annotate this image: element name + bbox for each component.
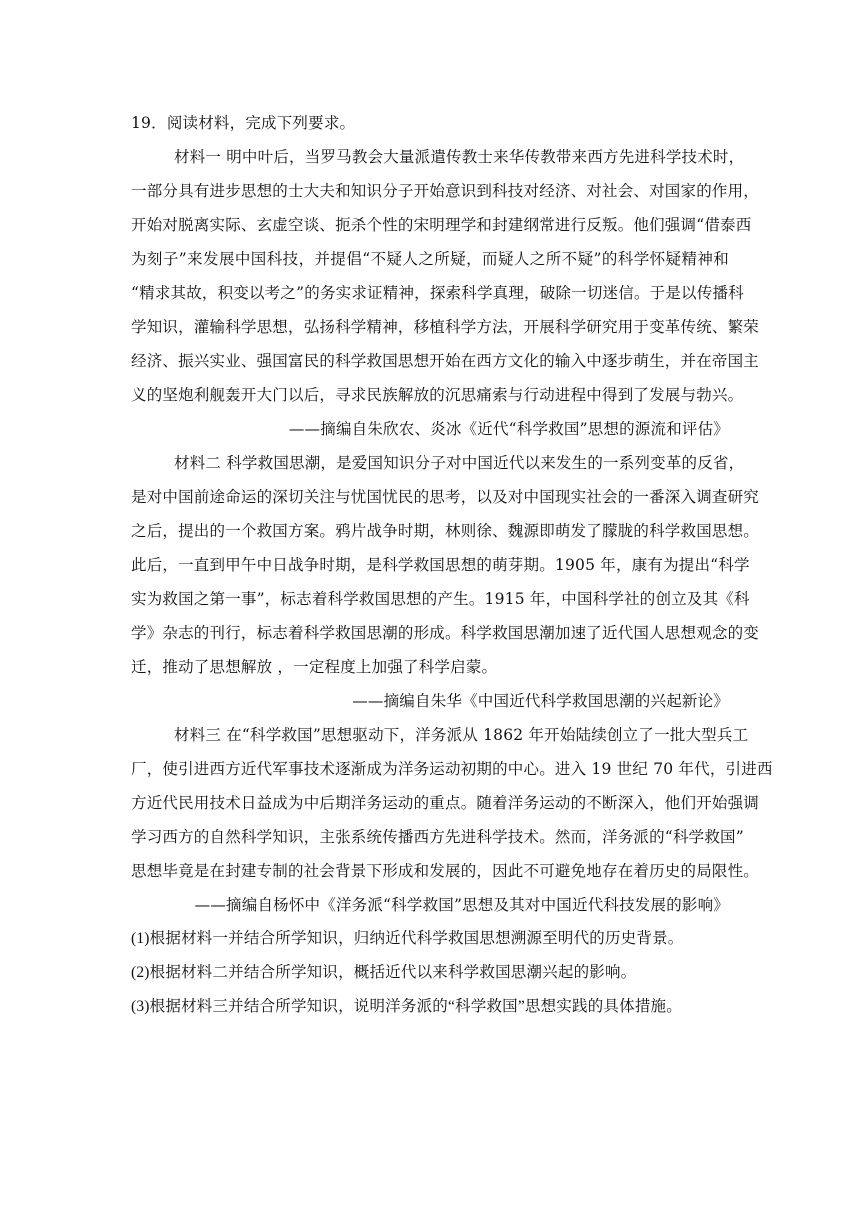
material2-line: 学》杂志的刊行，标志着科学救国思潮的形成。科学救国思潮加速了近代国人思想观念的变 <box>131 624 760 642</box>
subquestion-2: (2)根据材料二并结合所学知识，概括近代以来科学救国思潮兴起的影响。 <box>131 964 637 981</box>
material1-line: 为刻子”来发展中国科技，并提倡“不疑人之所疑，而疑人之所不疑”的科学怀疑精神和 <box>131 250 729 268</box>
material3-line: 方近代民用技术日益成为中后期洋务运动的重点。随着洋务运动的不断深入，他们开始强调 <box>131 794 760 812</box>
material1-line: 材料一 明中叶后，当罗马教会大量派遣传教士来华传教带来西方先进科学技术时， <box>174 148 745 166</box>
material3-line: 材料三 在“科学救国”思想驱动下，洋务派从 1862 年开始陆续创立了一批大型兵工 <box>174 726 749 744</box>
material2-line: 材料二 科学救国思潮，是爱国知识分子对中国近代以来发生的一系列变革的反省， <box>174 454 745 472</box>
subquestion-1: (1)根据材料一并结合所学知识，归纳近代科学救国思想溯源至明代的历史背景。 <box>131 930 684 947</box>
material1-line: 开始对脱离实际、玄虚空谈、扼杀个性的宋明理学和封建纲常进行反叛。他们强调“借泰西 <box>131 216 752 234</box>
material3-source: ——摘编自杨怀中《洋务派“科学救国”思想及其对中国近代科技发展的影响》 <box>194 896 729 914</box>
material1-line: 一部分具有进步思想的士大夫和知识分子开始意识到科技对经济、对社会、对国家的作用， <box>131 182 760 200</box>
question-title: 19．阅读材料，完成下列要求。 <box>131 114 356 132</box>
material2-line: 实为救国之第一事”，标志着科学救国思想的产生。1915 年，中国科学社的创立及其《科 <box>131 590 750 608</box>
material2-line: 是对中国前途命运的深切关注与忧国忧民的思考，以及对中国现实社会的一番深入调查研究 <box>131 488 760 506</box>
material3-line: 学习西方的自然科学知识，主张系统传播西方先进科学技术。然而，洋务派的“科学救国” <box>131 828 744 846</box>
subquestion-3: (3)根据材料三并结合所学知识，说明洋务派的“科学救国”思想实践的具体措施。 <box>131 998 682 1015</box>
material1-source: ——摘编自朱欣农、炎冰《近代“科学救国”思想的源流和评估》 <box>288 420 729 438</box>
material3-line: 思想毕竟是在封建专制的社会背景下形成和发展的，因此不可避免地存在着历史的局限性。 <box>131 862 760 880</box>
material1-line: 经济、振兴实业、强国富民的科学救国思想开始在西方文化的输入中逐步萌生，并在帝国主 <box>131 352 760 370</box>
material2-line: 迁，推动了思想解放 ，一定程度上加强了科学启蒙。 <box>131 658 498 676</box>
material1-line: 学知识，灌输科学思想，弘扬科学精神，移植科学方法，开展科学研究用于变革传统、繁荣 <box>131 318 760 336</box>
material1-line: “精求其故，积变以考之”的务实求证精神，探索科学真理，破除一切迷信。于是以传播科 <box>131 284 744 302</box>
material2-line: 之后，提出的一个救国方案。鸦片战争时期，林则徐、魏源即萌发了朦胧的科学救国思想。 <box>131 522 760 540</box>
material1-line: 义的坚炮利舰轰开大门以后，寻求民族解放的沉思痛索与行动进程中得到了发展与勃兴。 <box>131 386 744 404</box>
material3-line: 厂，使引进西方近代军事技术逐渐成为洋务运动初期的中心。进入 19 世纪 70 年代，引进西 <box>131 760 773 778</box>
material2-line: 此后，一直到甲午中日战争时期，是科学救国思想的萌芽期。1905 年，康有为提出“科学 <box>131 556 750 574</box>
material2-source: ——摘编自朱华《中国近代科学救国思潮的兴起新论》 <box>352 692 729 710</box>
